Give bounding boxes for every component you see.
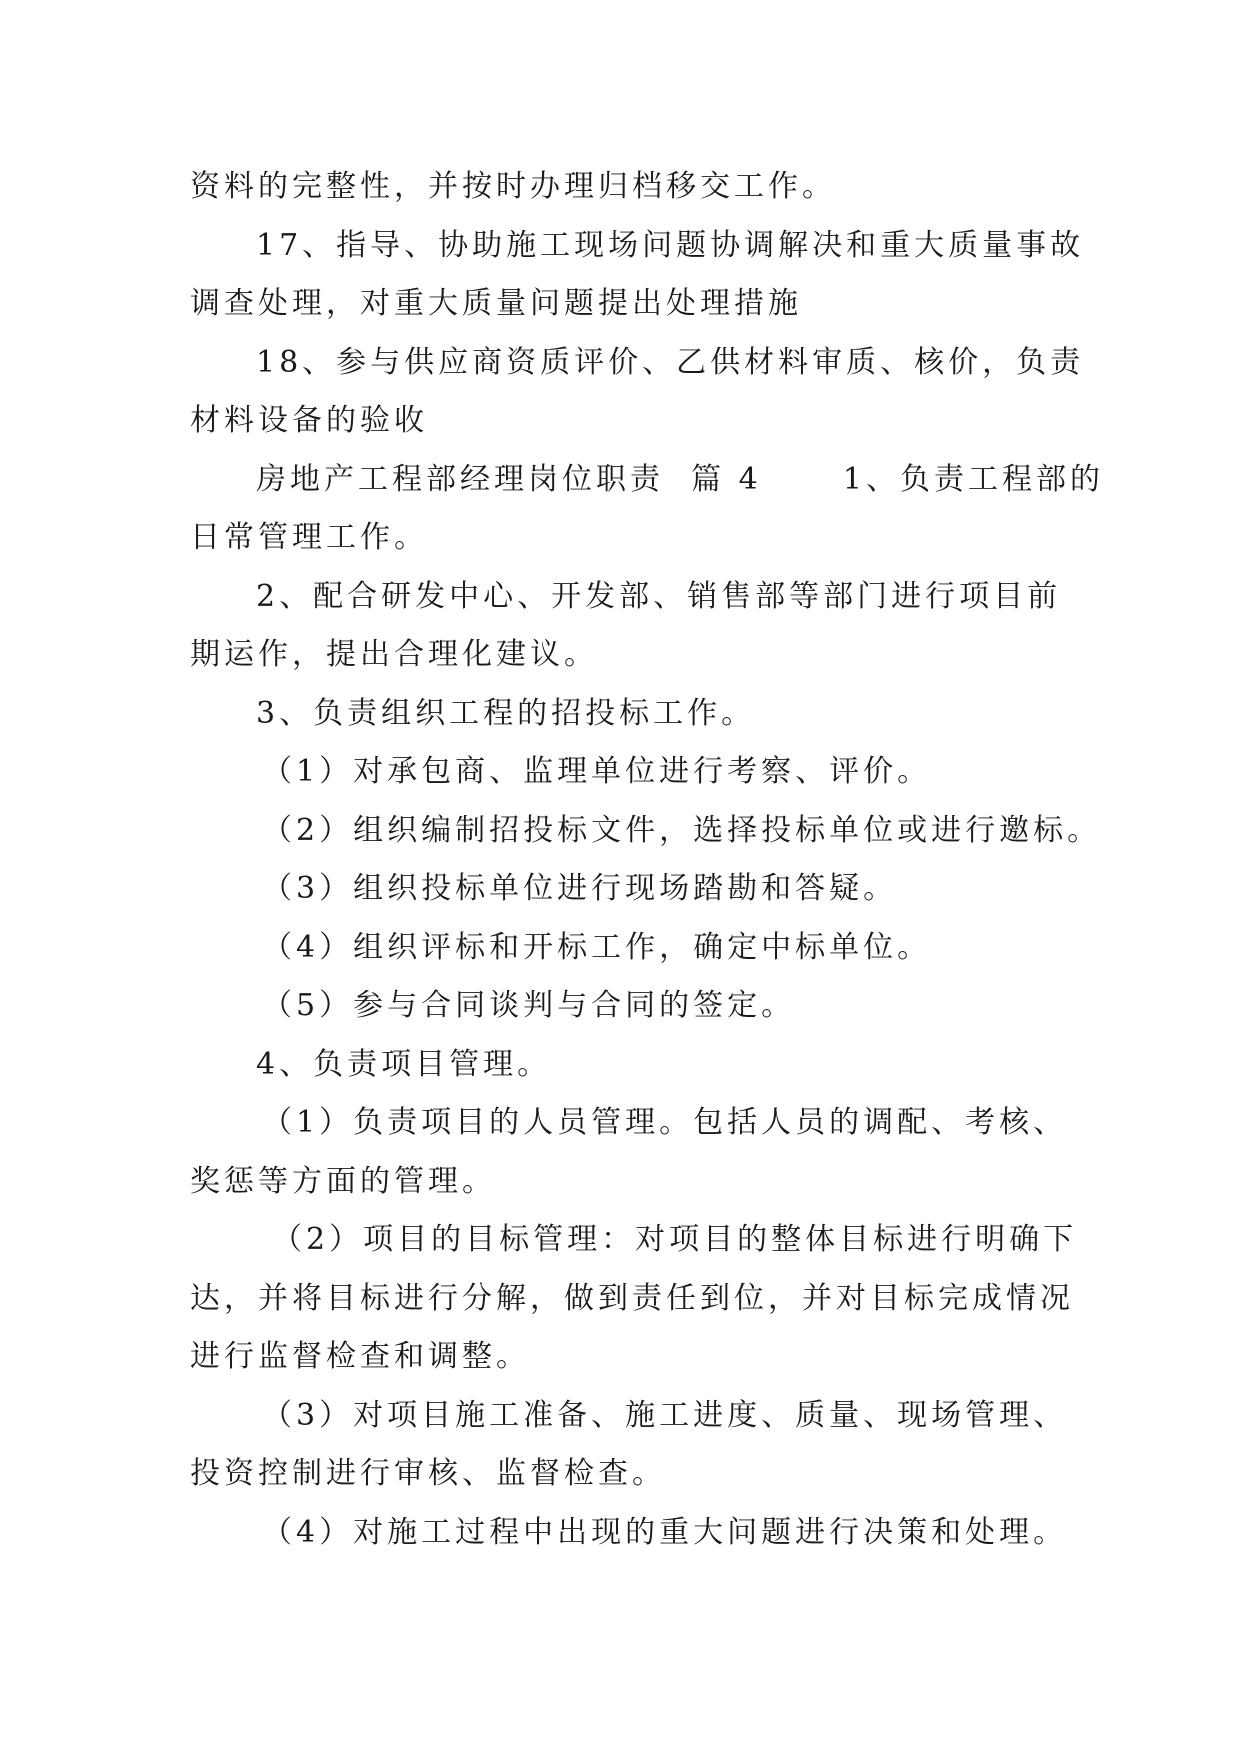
text-line: 4、负责项目管理。 [256, 1046, 552, 1082]
text-line: （1）负责项目的人员管理。包括人员的调配、考核、 [262, 1105, 1068, 1140]
text-line: 日常管理工作。 [190, 520, 428, 555]
text-line: （5）参与合同谈判与合同的签定。 [262, 988, 796, 1023]
text-line: 期运作，提出合理化建议。 [190, 637, 598, 672]
text-line: 奖惩等方面的管理。 [190, 1163, 496, 1199]
text-line: 18、参与供应商资质评价、乙供材料审质、核价，负责 [256, 344, 1085, 380]
text-line: （3）对项目施工准备、施工进度、质量、现场管理、 [262, 1397, 1068, 1433]
text-line: 资料的完整性，并按时办理归档移交工作。 [190, 169, 836, 204]
text-line: 达，并将目标进行分解，做到责任到位，并对目标完成情况 [190, 1280, 1074, 1316]
text-line: （1）对承包商、监理单位进行考察、评价。 [262, 754, 932, 789]
text-line: （4）对施工过程中出现的重大问题进行决策和处理。 [262, 1514, 1068, 1550]
document-body [190, 158, 1104, 1562]
text-line: 3、负责组织工程的招投标工作。 [256, 695, 756, 731]
text-line: 进行监督检查和调整。 [190, 1339, 530, 1374]
text-line: 2、配合研发中心、开发部、销售部等部门进行项目前 [256, 578, 1062, 614]
text-line: （3）组织投标单位进行现场踏勘和答疑。 [262, 871, 898, 906]
text-line: 17、指导、协助施工现场问题协调解决和重大质量事故 [256, 227, 1085, 263]
text-line: 材料设备的验收 [190, 403, 428, 438]
text-line: 投资控制进行审核、监督检查。 [190, 1456, 666, 1491]
text-line: （2）组织编制招投标文件，选择投标单位或进行邀标。 [262, 812, 1102, 848]
text-line: （2）项目的目标管理：对项目的整体目标进行明确下 [272, 1222, 1078, 1257]
text-line: （4）组织评标和开标工作，确定中标单位。 [262, 929, 932, 965]
text-line: 调查处理，对重大质量问题提出处理措施 [190, 286, 802, 321]
section-heading: 房地产工程部经理岗位职责 篇 4 1、负责工程部的 [256, 461, 1104, 497]
